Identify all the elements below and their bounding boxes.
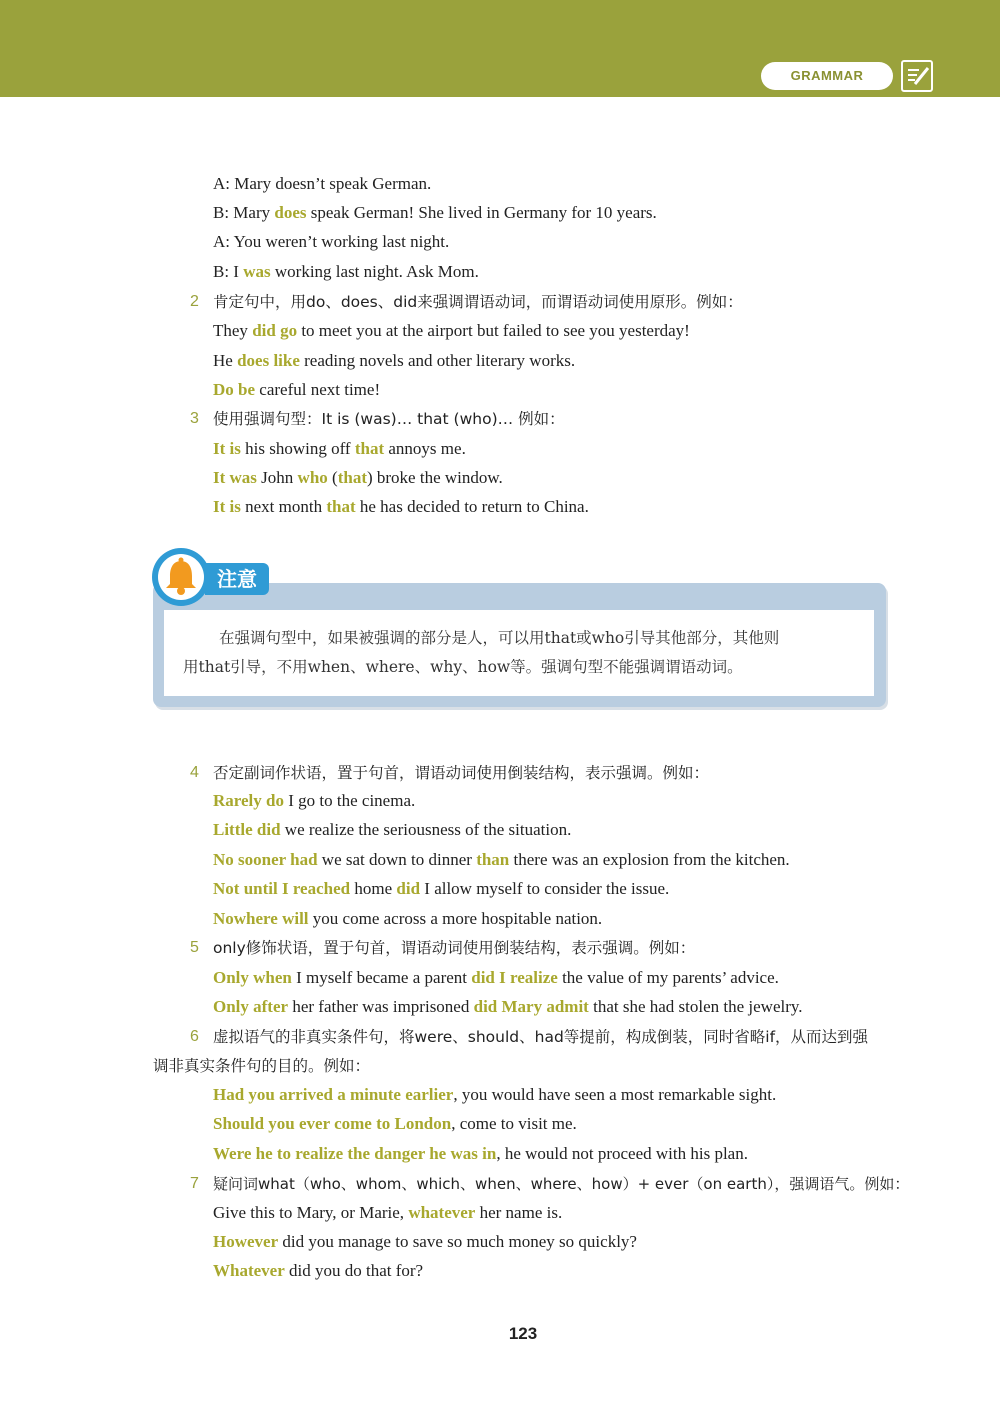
- highlighted-text: However: [213, 1232, 279, 1251]
- highlighted-text: that: [326, 497, 356, 516]
- highlighted-text: Little did: [213, 820, 281, 839]
- text-run: , come to visit me.: [451, 1114, 577, 1133]
- highlighted-text: did: [396, 879, 421, 898]
- example-line: [213, 438, 466, 460]
- section-label: GRAMMAR: [761, 62, 893, 90]
- text-run: her name is.: [475, 1203, 563, 1222]
- highlighted-text: was: [243, 262, 271, 281]
- highlighted-text: Not until I reached: [213, 879, 351, 898]
- example-line: [213, 996, 803, 1018]
- example-line: [213, 849, 790, 871]
- text-run: He: [213, 351, 238, 370]
- text-run: A: Mary doesn’t speak German.: [213, 174, 432, 193]
- text-run: (: [327, 468, 338, 487]
- highlighted-text: Only after: [213, 997, 289, 1016]
- highlighted-text: Were he to realize the danger he was in: [213, 1144, 497, 1163]
- text-run: annoys me.: [384, 439, 466, 458]
- text-run: we realize the seriousness of the situation.: [280, 820, 572, 839]
- example-line: [213, 379, 380, 401]
- text-run: next month: [240, 497, 327, 516]
- text-run: there was an explosion from the kitchen.: [509, 850, 790, 869]
- text-run: we sat down to dinner: [317, 850, 477, 869]
- rule-text: 疑问词what（who、whom、which、when、where、how）+ ever（on earth），强调语气。例如：: [213, 1175, 910, 1193]
- text-run: he has decided to return to China.: [355, 497, 589, 516]
- text-run: her father was imprisoned: [288, 997, 474, 1016]
- text-run: ) broke the window.: [366, 468, 503, 487]
- text-run: B: Mary: [213, 203, 275, 222]
- rule-text: 使用强调句型：It is (was)… that (who)… 例如：: [213, 410, 565, 428]
- example-line: [213, 496, 589, 518]
- highlighted-text: than: [476, 850, 510, 869]
- example-line: [213, 878, 669, 900]
- highlighted-text: who: [297, 468, 328, 487]
- text-run: that she had stolen the jewelry.: [588, 997, 803, 1016]
- note-content: [164, 610, 874, 696]
- example-line: [213, 1084, 776, 1106]
- bell-icon: [158, 554, 204, 600]
- text-run: you come across a more hospitable nation.: [308, 909, 603, 928]
- highlighted-text: Whatever: [213, 1261, 285, 1280]
- dialogue-line: [213, 231, 449, 253]
- highlighted-text: Only when: [213, 968, 292, 987]
- example-line: [213, 790, 415, 812]
- text-run: his showing off: [240, 439, 355, 458]
- rule-number: 3: [190, 410, 199, 427]
- notebook-pencil-icon: [901, 60, 933, 92]
- example-line: [213, 1143, 748, 1165]
- rule-number: 5: [190, 939, 199, 956]
- highlighted-text: Should you ever come to London: [213, 1114, 452, 1133]
- text-run: A: You weren’t working last night.: [213, 232, 450, 251]
- text-run: did you manage to save so much money so quickly?: [278, 1232, 637, 1251]
- highlighted-text: Had you arrived a minute earlier: [213, 1085, 454, 1104]
- rule-text: 调非真实条件句的目的。例如：: [153, 1057, 371, 1075]
- highlighted-text: whatever: [408, 1203, 476, 1222]
- rule-number: 6: [190, 1028, 199, 1045]
- dialogue-line: [213, 173, 431, 195]
- highlighted-text: did Mary admit: [473, 997, 589, 1016]
- example-line: [213, 320, 690, 342]
- rule-number: 7: [190, 1175, 199, 1192]
- text-run: speak German! She lived in Germany for 10 years.: [306, 203, 657, 222]
- note-title: 注意: [205, 563, 269, 595]
- highlighted-text: does: [274, 203, 307, 222]
- note-line: 用that引导，不用when、where、why、how等。强调句型不能强调谓语动词。: [183, 658, 743, 676]
- highlighted-text: It is: [213, 497, 241, 516]
- highlighted-text: It is: [213, 439, 241, 458]
- text-run: B: I: [213, 262, 244, 281]
- highlighted-text: that: [354, 439, 385, 458]
- text-run: , you would have seen a most remarkable sight.: [453, 1085, 777, 1104]
- dialogue-line: [213, 261, 479, 283]
- text-run: to meet you at the airport but failed to see you yesterday!: [297, 321, 690, 340]
- text-run: home: [350, 879, 397, 898]
- text-run: working last night. Ask Mom.: [270, 262, 479, 281]
- highlighted-text: that: [337, 468, 367, 487]
- rule-number: 2: [190, 293, 199, 310]
- example-line: [213, 819, 571, 841]
- text-run: reading novels and other literary works.: [299, 351, 576, 370]
- text-run: I go to the cinema.: [284, 791, 416, 810]
- example-line: [213, 1231, 637, 1253]
- text-run: John: [256, 468, 298, 487]
- text-run: I allow myself to consider the issue.: [420, 879, 670, 898]
- text-run: They: [213, 321, 253, 340]
- rule-text: 肯定句中，用do、does、did来强调谓语动词，而谓语动词使用原形。例如：: [213, 293, 743, 311]
- example-line: [213, 908, 602, 930]
- text-run: did you do that for?: [284, 1261, 424, 1280]
- rule-text: 虚拟语气的非真实条件句，将were、should、had等提前，构成倒装，同时省略if，从而达到强: [213, 1028, 869, 1046]
- highlighted-text: No sooner had: [213, 850, 318, 869]
- example-line: [213, 350, 575, 372]
- rule-text: 否定副词作状语，置于句首，谓语动词使用倒装结构，表示强调。例如：: [213, 764, 710, 782]
- example-line: [213, 967, 779, 989]
- text-run: I myself became a parent: [291, 968, 472, 987]
- text-run: , he would not proceed with his plan.: [496, 1144, 748, 1163]
- dialogue-line: [213, 202, 657, 224]
- highlighted-text: Rarely do: [213, 791, 284, 810]
- highlighted-text: It was: [213, 468, 257, 487]
- highlighted-text: Nowhere will: [213, 909, 309, 928]
- page-number: 123: [508, 1324, 538, 1343]
- highlighted-text: did go: [252, 321, 298, 340]
- text-run: Give this to Mary, or Marie,: [213, 1203, 409, 1222]
- highlighted-text: did I realize: [471, 968, 558, 987]
- example-line: [213, 467, 503, 489]
- example-line: [213, 1202, 562, 1224]
- highlighted-text: Do be: [213, 380, 256, 399]
- rule-number: 4: [190, 764, 199, 781]
- rule-text: only修饰状语，置于句首，谓语动词使用倒装结构，表示强调。例如：: [213, 939, 696, 957]
- example-line: [213, 1113, 577, 1135]
- example-line: [213, 1260, 423, 1282]
- text-run: the value of my parents’ advice.: [557, 968, 779, 987]
- text-run: careful next time!: [255, 380, 381, 399]
- highlighted-text: does like: [237, 351, 300, 370]
- note-line: 在强调句型中，如果被强调的部分是人，可以用that或who引导其他部分，其他则: [219, 629, 780, 647]
